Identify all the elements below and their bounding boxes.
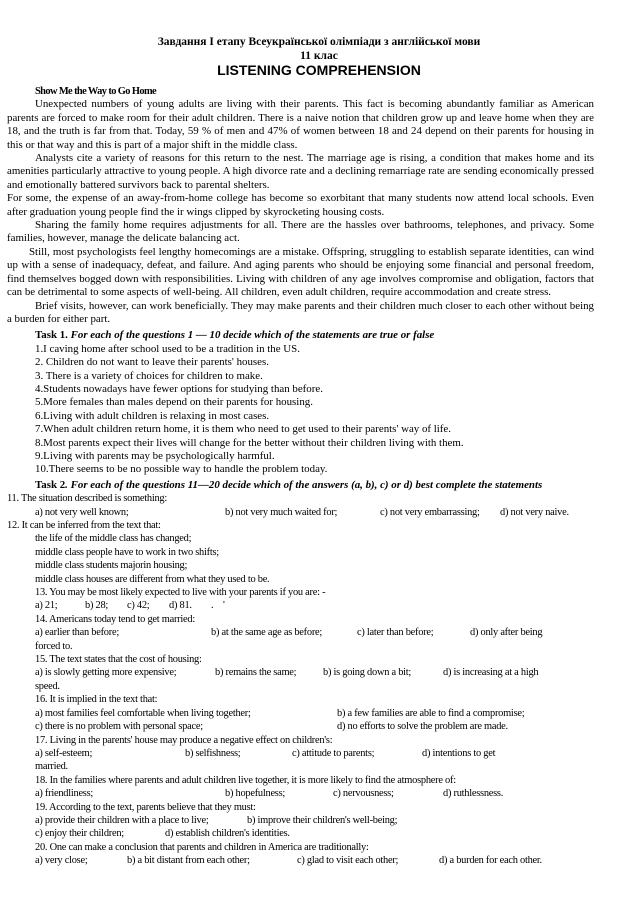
task1-statement: 9.Living with parents may be psychologically harmful.: [35, 449, 275, 462]
question-16-options: [35, 720, 594, 733]
question-19-options: [35, 827, 594, 840]
option: d) no efforts to solve the problem are made.: [337, 721, 508, 733]
option: d) 81.: [169, 600, 192, 612]
option: b) not very much waited for;: [225, 506, 338, 518]
option: a) 21;: [35, 600, 58, 612]
question-20: 20. One can make a conclusion that parents and children in America are traditionally:: [35, 841, 369, 853]
question-16-options: [35, 707, 594, 720]
article-paragraph: Still, most psychologists feel lengthy homecomings are a mistake. Offspring, struggling to establish separate identities, can wind up with a sense of inadequacy, defeat, and failure. And aging parents who should be enjoying some financial and personal freedom, find themselves bogged down with responsibilities. Living with children of any age involves compromise and obligation, factors that can be detrimental to some aspects of well-being. All children, even adult children, require accommodation and create stress.: [7, 245, 594, 299]
option: d) a burden for each other.: [439, 855, 542, 867]
option: b) a few families are able to find a compromise;: [337, 707, 525, 719]
task1-statement: 1.I caving home after school used to be a tradition in the US.: [35, 342, 300, 355]
option-continuation: forced to.: [35, 640, 73, 652]
option: a) most families feel comfortable when living together;: [35, 707, 251, 719]
question-15-options: [35, 666, 594, 679]
option: a) provide their children with a place to live;: [35, 814, 209, 826]
task1-instruction: For each of the questions 1 — 10 decide which of the statements are true or false: [70, 329, 435, 342]
page-title: LISTENING COMPREHENSION: [217, 62, 421, 78]
option: d) not very naive.: [500, 506, 569, 518]
option: c) nervousness;: [333, 788, 394, 800]
question-14-options: [35, 626, 594, 639]
task1-statement: 6.Living with adult children is relaxing in most cases.: [35, 409, 270, 422]
option: b) at the same age as before;: [211, 627, 323, 639]
task1-label: Task 1.: [35, 329, 68, 342]
option: middle class houses are different from what they used to be.: [35, 573, 270, 585]
question-19: 19. According to the text, parents believe that they must:: [35, 801, 256, 813]
task1-statement: 8.Most parents expect their lives will change for the better without their children living with them.: [35, 436, 464, 449]
option: b) hopefulness;: [225, 788, 286, 800]
article-paragraph: Analysts cite a variety of reasons for this return to the nest. The marriage age is rising, a condition that makes home and its amenities particularly attractive to young people. A high divorce rate and a declining remarriage rate are sending economically pressed and emotionally battered survivors back to parental shelters.: [7, 152, 594, 191]
task1-statement: 5.More females than males depend on their parents for housing.: [35, 396, 313, 409]
option: a) earlier than before;: [35, 627, 119, 639]
option: a) not very well known;: [35, 506, 129, 518]
article-paragraph: For some, the expense of an away-from-home college has become so exorbitant that many students now attend local schools. Even after graduation young people find the ir wings clipped by skyrocketing housing costs.: [7, 192, 594, 218]
option: middle class people have to work in two shifts;: [35, 546, 219, 558]
option: c) glad to visit each other;: [297, 855, 399, 867]
task2-label: Task 2: [35, 478, 66, 491]
option: c) enjoy their children;: [35, 828, 124, 840]
question-16: 16. It is implied in the text that:: [35, 694, 158, 706]
option: b) is going down a bit;: [323, 667, 412, 679]
option: d) intentions to get: [422, 747, 496, 759]
option: b) selfishness;: [185, 747, 241, 759]
question-13: 13. You may be most likely expected to live with your parents if you are: -: [35, 587, 326, 599]
option: d) ruthlessness.: [443, 788, 504, 800]
option: c) there is no problem with personal space;: [35, 721, 203, 733]
option: b) improve their children's well-being;: [247, 814, 398, 826]
question-18: 18. In the families where parents and adult children live together, it is more likely to find the atmosphere of:: [35, 774, 456, 786]
question-13-options: [35, 599, 594, 612]
question-20-options: [35, 854, 594, 867]
task1-statement: 10.There seems to be no possible way to handle the problem today.: [35, 463, 328, 476]
option: b) a bit distant from each other;: [127, 855, 250, 867]
question-11: 11. The situation described is something:: [7, 493, 168, 505]
article-paragraph: Sharing the family home requires adjustments for all. There are the hassles over bathrooms, telephones, and privacy. Some families, however, manage the delicate balancing act.: [7, 219, 594, 245]
task1-statement: 2. Children do not want to leave their parents' houses.: [35, 356, 269, 369]
option: a) self-esteem;: [35, 747, 93, 759]
option: a) friendliness;: [35, 788, 94, 800]
task1-statement: 4.Students nowadays have fewer options for studying than before.: [35, 382, 323, 395]
question-17: 17. Living in the parents' house may produce a negative effect on children's:: [35, 734, 333, 746]
option-continuation: married.: [35, 761, 68, 773]
question-17-options: [35, 747, 594, 760]
question-15: 15. The text states that the cost of housing:: [35, 654, 202, 666]
option: the life of the middle class has changed;: [35, 533, 192, 545]
option: c) attitude to parents;: [292, 747, 375, 759]
article-subtitle: Show Me the Way to Go Home: [35, 86, 157, 97]
option: b) remains the same;: [215, 667, 297, 679]
option: a) is slowly getting more expensive;: [35, 667, 177, 679]
task1-statement: 3. There is a variety of choices for children to make.: [35, 369, 263, 382]
task2-heading: [7, 479, 594, 492]
question-19-options: [35, 814, 594, 827]
stray-mark: ': [223, 600, 225, 612]
task2-instruction: . For each of the questions 11—20 decide which of the answers (a, b), c) or d) best complete the statements: [65, 478, 543, 491]
option: c) later than before;: [357, 627, 434, 639]
question-18-options: [35, 787, 594, 800]
option: b) 28;: [85, 600, 109, 612]
option: a) very close;: [35, 855, 88, 867]
question-11-options: [35, 506, 594, 519]
option: d) only after being: [470, 627, 543, 639]
option: c) not very embarrassing;: [380, 506, 480, 518]
option-continuation: speed.: [35, 680, 60, 692]
article: [7, 85, 594, 868]
article-paragraph: Brief visits, however, can work beneficially. They may make parents and their children much closer to each other without being a burden for either part.: [7, 299, 594, 325]
option: middle class students majorin housing;: [35, 560, 188, 572]
stray-mark: .: [211, 600, 214, 612]
task1-statement: 7.When adult children return home, it is them who need to get used to their parents' way of life.: [35, 423, 451, 436]
header-line-1: Завдання І етапу Всеукраїнської олімпіади з англійської мови: [157, 36, 481, 48]
option: d) establish children's identities.: [165, 828, 290, 840]
option: c) 42;: [127, 600, 150, 612]
question-14: 14. Americans today tend to get married:: [35, 613, 195, 625]
header-line-2: 11 клас: [300, 50, 338, 62]
article-paragraph: Unexpected numbers of young adults are living with their parents. This fact is becoming abundantly familiar as American parents are forced to make room for their adult children. There is a naive notion that children grow up and leave home when they are 18, and the truth is far from that. Today, 59 % of men and 47% of women between 18 and 24 depend on their parents for housing in this or that way and this is part of a major shift in the middle class.: [7, 98, 594, 151]
question-12: 12. It can be inferred from the text that:: [7, 520, 161, 531]
task1-heading: [7, 329, 594, 342]
option: d) is increasing at a high: [443, 667, 539, 679]
